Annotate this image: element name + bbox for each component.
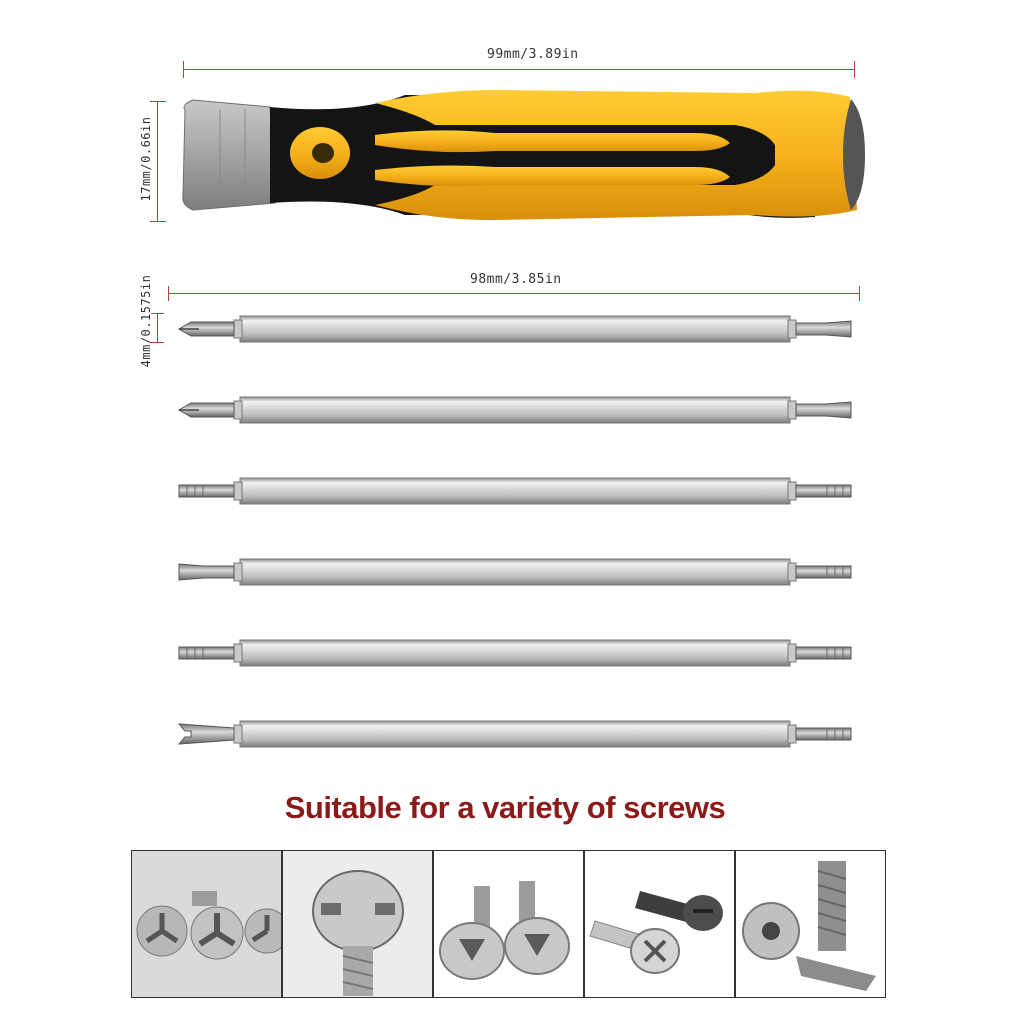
spanner-tip	[179, 724, 234, 744]
bit-set	[160, 300, 860, 740]
photo-triangle-screws	[433, 850, 584, 998]
handle-diameter-label: 17mm/0.66in	[139, 116, 153, 202]
handle-length-tick-left	[183, 61, 184, 78]
bit-shaft	[240, 721, 790, 747]
bit-shaft	[240, 640, 790, 666]
bit-length-line	[168, 293, 860, 294]
photo-phillips-and-slotted-screws	[584, 850, 735, 998]
bit-diameter-line	[157, 313, 158, 343]
torx-tip	[796, 566, 851, 578]
bit-length-tick-left	[168, 286, 169, 301]
screwdriver-bit	[179, 397, 851, 423]
torx-tip	[179, 647, 234, 659]
handle-length-line	[183, 69, 855, 70]
bit-diameter-label: 4mm/0.1575in	[139, 274, 153, 368]
screwdriver-bit	[179, 559, 851, 585]
torx-tip	[796, 485, 851, 497]
bit-shaft	[240, 397, 790, 423]
photo-spanner-screw	[282, 850, 433, 998]
screwdriver-bit	[179, 478, 851, 504]
headline: Suitable for a variety of screws	[284, 790, 726, 825]
torx-tip	[179, 485, 234, 497]
screwdriver-bit	[179, 721, 851, 747]
handle-length-tick-right	[854, 61, 855, 78]
bit-shaft	[240, 478, 790, 504]
torx-tip	[796, 728, 851, 740]
bit-length-tick-right	[859, 286, 860, 301]
phillips-tip	[179, 322, 234, 336]
flat-tip	[179, 564, 234, 580]
phillips-tip	[179, 403, 234, 417]
handle-length-label: 99mm/3.89in	[487, 47, 579, 62]
photo-torx-countersunk-screw	[735, 850, 886, 998]
photo-tri-wing-screws	[131, 850, 282, 998]
torx-tip	[796, 647, 851, 659]
screwdriver-bit	[179, 316, 851, 342]
flat-tip	[796, 321, 851, 337]
bit-length-label: 98mm/3.85in	[470, 272, 562, 287]
handle-diameter-line	[157, 101, 158, 222]
handle-diameter-tick-top	[150, 101, 166, 102]
screwdriver-bit	[179, 640, 851, 666]
screw-photo-strip	[131, 850, 885, 998]
handle-diameter-tick-bottom	[150, 221, 166, 222]
screwdriver-handle	[175, 85, 875, 225]
bit-shaft	[240, 559, 790, 585]
bit-shaft	[240, 316, 790, 342]
flat-tip	[796, 402, 851, 418]
